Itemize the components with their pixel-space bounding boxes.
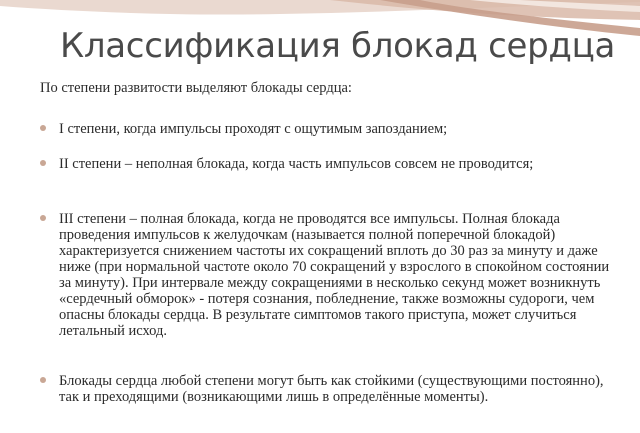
bullet-text: III степени – полная блокада, когда не проводятся все импульсы. Полная блокада проведения импульсов к желудочкам (называется полной поперечной блокадой) характеризуется снижением частоты их сокращений вплоть до 30 раз за минуту и даже ниже (при нормальной частоте около 70 сокращений у взрослого в спокойном состоянии за минуту). При интервале между сокращениями в несколько секунд может возникнуть «сердечный обморок» - потеря сознания, побледнение, также возможны судороги, чем опасны блокады сердца. В результате симптомов такого приступа, может случиться летальный исход. — [59, 211, 610, 339]
bullet-text: Блокады сердца любой степени могут быть как стойкими (существующими постоянно), так и преходящими (возникающими лишь в определённые моменты). — [59, 373, 604, 405]
list-item — [40, 121, 615, 137]
list-item — [40, 156, 615, 172]
bullet-dot-icon — [40, 215, 46, 221]
bullet-dot-icon — [40, 377, 46, 383]
slide-title: Классификация блокад сердца — [60, 26, 615, 66]
bullet-dot-icon — [40, 160, 46, 166]
list-item — [40, 373, 615, 405]
intro-text: По степени развитости выделяют блокады сердца: — [40, 80, 352, 96]
bullet-text: I степени, когда импульсы проходят с ощутимым запозданием; — [59, 121, 448, 137]
bullet-text: II степени – неполная блокада, когда часть импульсов совсем не проводится; — [59, 156, 534, 172]
bullet-dot-icon — [40, 125, 46, 131]
list-item — [40, 211, 615, 339]
